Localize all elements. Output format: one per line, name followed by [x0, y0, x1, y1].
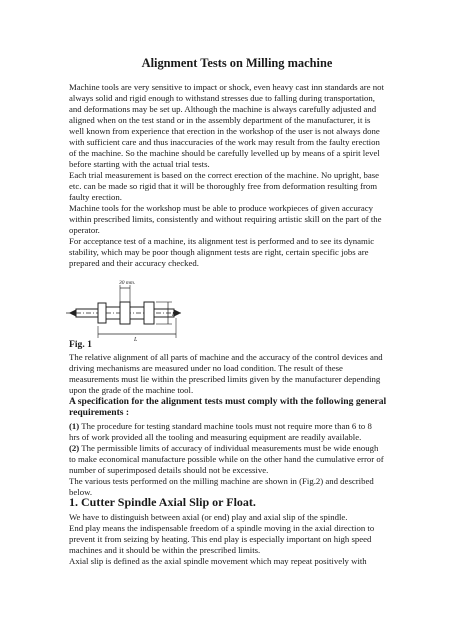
body-line: stability, which may be poor though alignment tests are right, certain specific jobs are	[69, 247, 369, 257]
spec-line: requirements :	[69, 407, 130, 418]
body-line: operator.	[69, 225, 100, 235]
body-line: aligned when on the test stand or in the assembly department of the manufacturer, it is	[69, 115, 371, 125]
body-line: Axial slip is defined as the axial spindle movement which may repeat positively with	[69, 556, 367, 566]
body-line: before starting with the actual trial tests.	[69, 159, 210, 169]
body-line: The various tests performed on the milling machine are shown in (Fig.2) and described	[69, 476, 374, 486]
body-line: etc. can be made so rigid that it will be thoroughly free from deformation resulting from	[69, 181, 378, 191]
body-line: below.	[69, 487, 93, 497]
body-line: upon the grade of the machine tool.	[69, 385, 194, 395]
body-line: hrs of work provided all the tooling and measuring equipment are readily available.	[69, 432, 362, 442]
dim-top-label: 30 mm.	[119, 280, 136, 286]
requirement-number: (2)	[69, 443, 80, 453]
dim-d-label: D	[172, 312, 177, 318]
body-line: and deformations may be set up. Although the machine is always carefully adjusted and	[69, 104, 377, 114]
requirement-2	[69, 443, 378, 453]
body-line: Machine tools for the workshop must be able to produce workpieces of given accuracy	[69, 203, 373, 213]
body-line: prepared and their accuracy checked.	[69, 258, 199, 268]
body-line: End play means the indispensable freedom of a spindle moving in the axial direction to	[69, 523, 375, 533]
body-line: always solid and rigid enough to withstand stresses due to falling during transportation,	[69, 93, 375, 103]
body-line: machines and it should be within the prescribed limits.	[69, 545, 261, 555]
body-line: We have to distinguish between axial (or end) play and axial slip of the spindle.	[69, 512, 348, 522]
spec-line: A specification for the alignment tests must comply with the following general	[69, 396, 387, 407]
body-line: well known from experience that erection in the workshop of the user is not always done	[69, 126, 380, 136]
body-line: prevent it from seizing by heating. This end play is especially important on high speed	[69, 534, 372, 544]
body-line: driving mechanisms are measured under no load condition. The result of these	[69, 363, 343, 373]
body-line: to make economical manufacture possible while on the other hand the cumulative error of	[69, 454, 384, 464]
body-line: with sufficient care and thus inaccuracies of the work may result from the faulty erection	[69, 137, 380, 147]
page-title: Alignment Tests on Milling machine	[141, 56, 333, 70]
body-line: of the machine. So the machine should be carefully levelled up by means of a spirit level	[69, 148, 380, 158]
body-line: The relative alignment of all parts of machine and the accuracy of the control devices and	[69, 352, 383, 362]
body-line: measurements must lie within the prescribed limits given by the manufacturer depending	[69, 374, 381, 384]
body-line: Machine tools are very sensitive to impact or shock, even heavy cast inn standards are not	[69, 82, 384, 92]
body-line: within prescribed limits, consistently and without requiring artistic skill on the part of the	[69, 214, 382, 224]
requirement-number: (1)	[69, 421, 80, 431]
requirement-text: The permissible limits of accuracy of individual measurements must be wide enough	[79, 443, 379, 453]
requirement-1	[69, 421, 372, 431]
figure-caption: Fig. 1	[69, 339, 92, 350]
body-line: faulty erection.	[69, 192, 122, 202]
body-line: For acceptance test of a machine, its alignment test is performed and to see its dynamic	[69, 236, 375, 246]
test-mandrel-figure	[64, 276, 214, 346]
dim-l-label: L	[134, 337, 138, 343]
body-line: Each trial measurement is based on the correct erection of the machine. No upright, base	[69, 170, 380, 180]
body-line: number of superimposed details should not be excessive.	[69, 465, 269, 475]
section-heading: 1. Cutter Spindle Axial Slip or Float.	[69, 495, 256, 509]
requirement-text: The procedure for testing standard machine tools must not require more than 6 to 8	[79, 421, 372, 431]
